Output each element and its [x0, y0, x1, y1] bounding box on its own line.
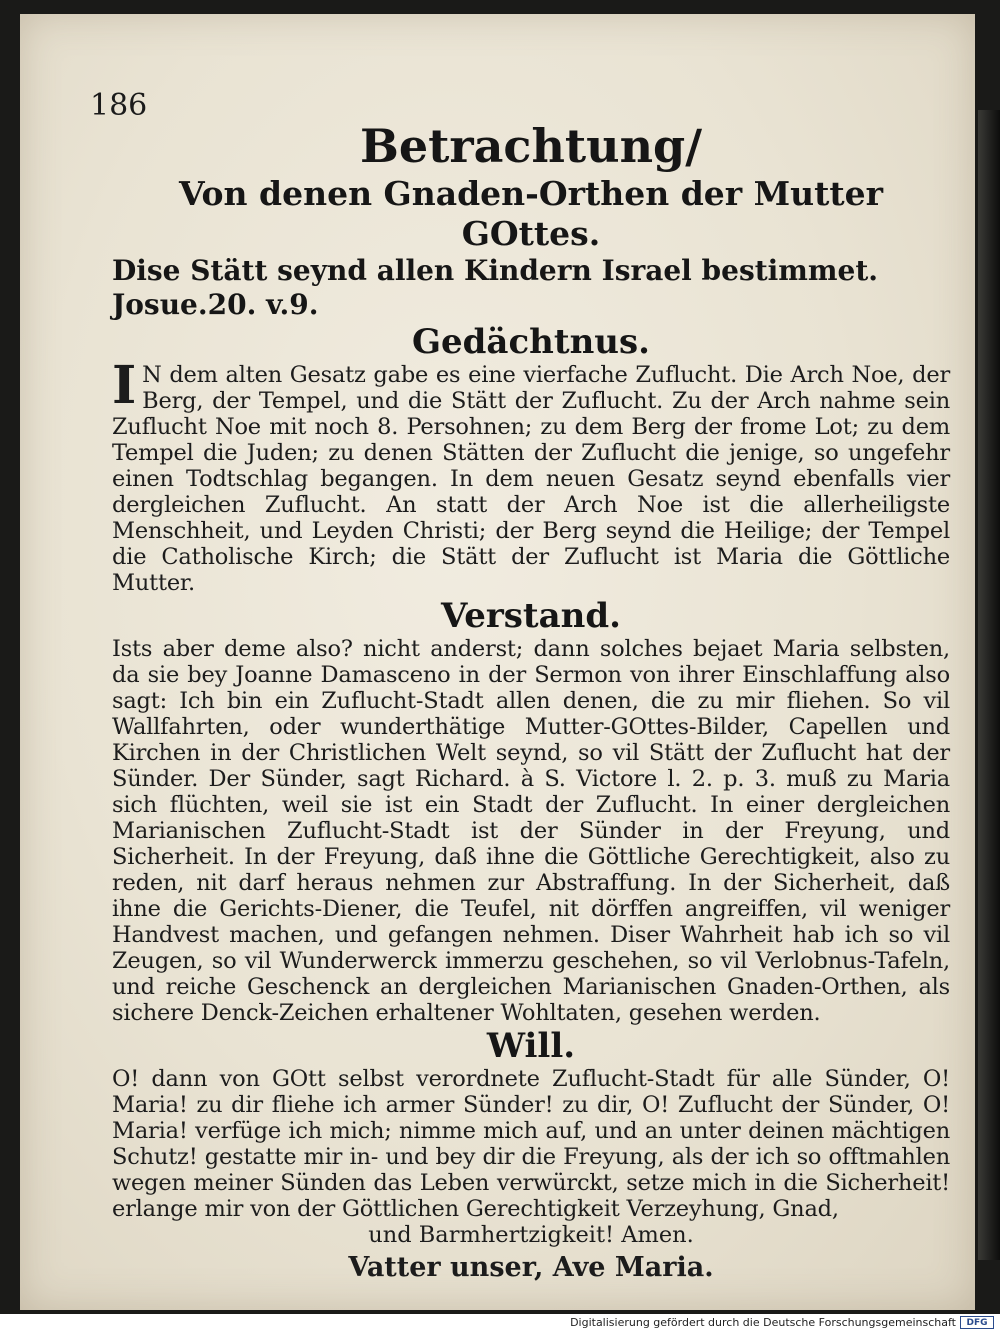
section-heading-will: Will. [486, 1026, 576, 1066]
section-heading-understanding: Verstand. [440, 596, 621, 636]
page-title: Betrachtung/ [360, 119, 702, 173]
scripture-reference: Dise Stätt seynd allen Kindern Israel bestimmet. Josue.20. v.9. [112, 254, 879, 321]
dfg-logo: DFG [960, 1316, 994, 1329]
page-subtitle: Von denen Gnaden-Orthen der Mutter GOttes. [178, 174, 884, 253]
will-paragraph: O! dann von GOtt selbst verordnete Zuflucht-Stadt für alle Sünder, O! Maria! zu dir fliehe ich armer Sünder! zu dir, O! Zuflucht der Sünder, O! Maria! verfüge ich mich; nimme mich auf, und an unter deinen mächtigen Schutz! gestatte mir in- und bey dir die Freyung, als der ich so offtmahlen wegen meiner Sünden das Leben verwürckt, setze mich in die Sicherheit! erlange mir von der Göttlichen Gerechtigkeit Verzeyhung, Gnad, [112, 1066, 950, 1222]
understanding-paragraph: Ists aber deme also? nicht anderst; dann solches bejaet Maria selbsten, da sie bey Joanne Damasceno in der Sermon von ihrer Einschlaffung also sagt: Ich bin ein Zuflucht-Stadt allen denen, die zu mir fliehen. So vil Wallfahrten, oder wunderthätige Mutter-GOttes-Bilder, Capellen und Kirchen in der Christlichen Welt seynd, so vil Stätt der Zuflucht hat der Sünder. Der Sünder, sagt Richard. à S. Victore l. 2. p. 3. muß zu Maria sich flüchten, weil sie ist ein Stadt der Zuflucht. In einer dergleichen Marianischen Zuflucht-Stadt ist der Sünder in der Freyung, und Sicherheit. In der Freyung, daß ihne die Göttliche Gerechtigkeit, also zu reden, nit darf heraus nehmen zur Abstraffung. In der Sicherheit, daß ihne die Gerichts-Diener, die Teufel, nit dörffen angreiffen, vil weniger Handvest machen, und gefangen nehmen. Diser Wahrheit hab ich so vil Zeugen, so vil Wunderwerck immerzu geschehen, so vil Verlobnus-Tafeln, und reiche Geschenck an dergleichen Marianischen Gnaden-Orthen, als sichere Denck-Zeichen erhaltener Wohltaten, gesehen werden. [112, 636, 950, 1026]
will-final-line: und Barmhertzigkeit! Amen. [368, 1222, 694, 1248]
page-text [112, 118, 950, 1284]
section-heading-memory: Gedächtnus. [411, 322, 651, 362]
funding-credit: Digitalisierung gefördert durch die Deutsche Forschungsgemeinschaft [570, 1316, 956, 1329]
page-number: 186 [90, 88, 148, 123]
memory-paragraph [112, 355, 950, 596]
drop-cap-initial: I [112, 355, 137, 416]
memory-text: N dem alten Gesatz gabe es eine vierfache Zuflucht. Die Arch Noe, der Berg, der Tempel, und die Stätt der Zuflucht. Zu der Arch nahme sein Zuflucht Noe mit noch 8. Persohnen; zu dem Berg der frome Lot; zu dem Tempel die Juden; zu denen Stätten der Zuflucht die jenige, so ungefehr einen Todtschlag begangen. In dem neuen Gesatz seynd ebenfalls vier dergleichen Zuflucht. An statt der Arch Noe ist die allerheiligste Menschheit, und Leyden Christi; der Berg seynd die Heilige; der Tempel die Catholische Kirch; die Stätt der Zuflucht ist Maria die Göttliche Mutter. [112, 362, 950, 596]
book-spine-edge [978, 110, 1000, 1260]
closing-prayer: Vatter unser, Ave Maria. [348, 1252, 714, 1283]
